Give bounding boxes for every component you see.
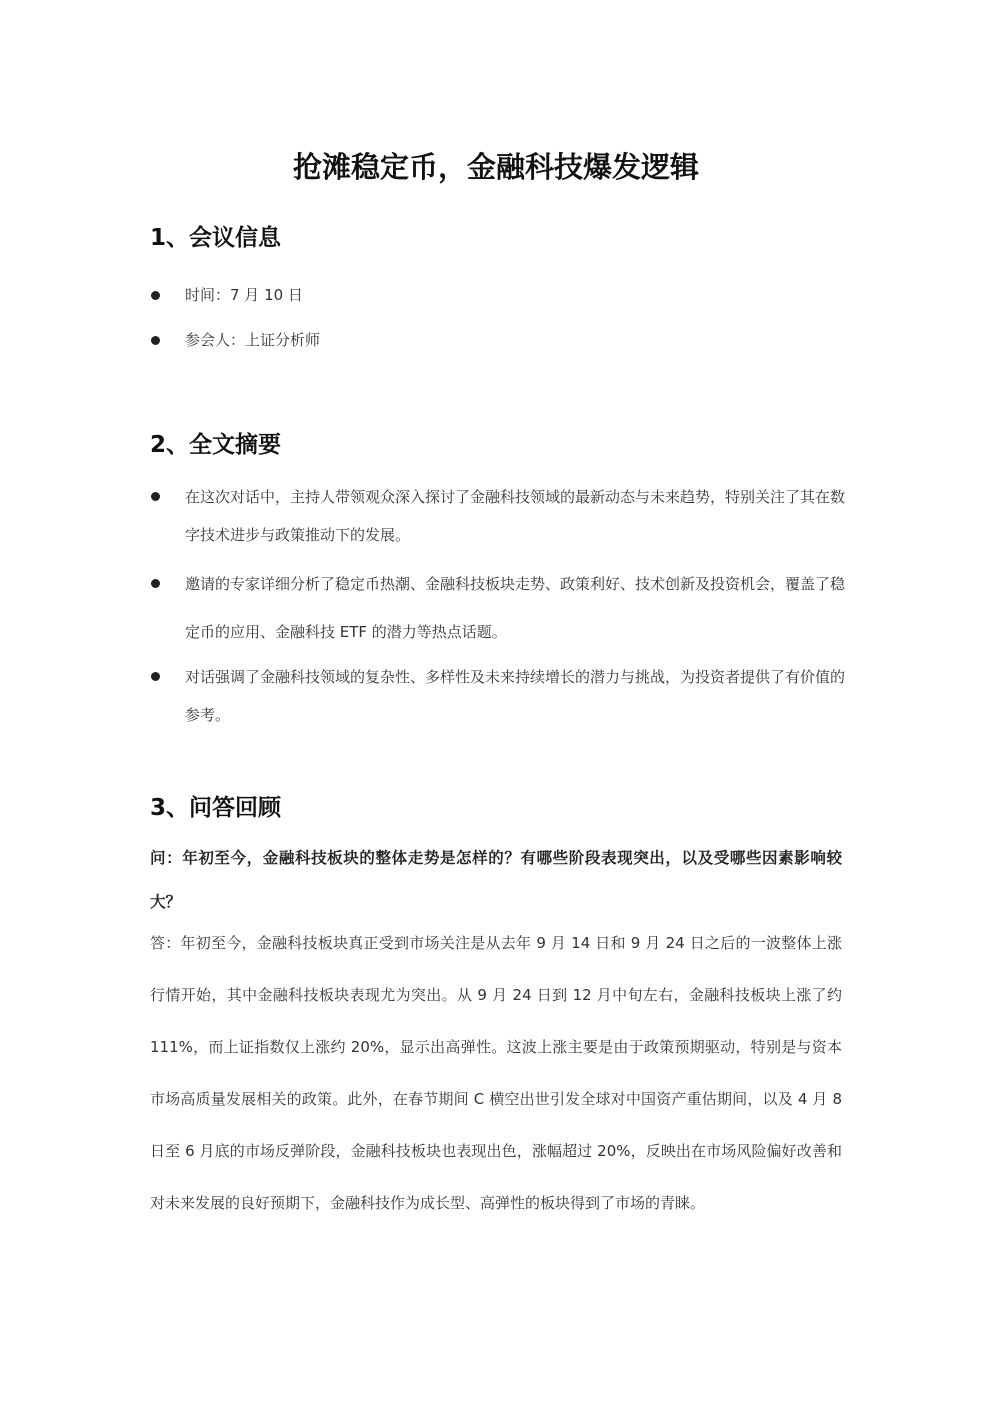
list-item <box>150 280 845 310</box>
qa-answer: 答：年初至今，金融科技板块真正受到市场关注是从去年 9 月 14 日和 9 月 24 日之后的一波整体上涨行情开始，其中金融科技板块表现尤为突出。从 9 月 24 日到 12 月中旬左右，金融科技板块上涨了约 111%，而上证指数仅上涨约 20%，显示出高弹性。这波上涨主要是由于政策预期驱动，特别是与资本市场高质量发展相关的政策。此外，在春节期间 C 横空出世引发全球对中国资产重估期间，以及 4 月 8 日至 6 月底的市场反弹阶段，金融科技板块也表现出色，涨幅超过 20%，反映出在市场风险偏好改善和对未来发展的良好预期下，金融科技作为成长型、高弹性的板块得到了市场的青睐。 <box>150 934 842 1212</box>
meeting-info-list <box>150 280 845 355</box>
section-heading-summary: 2、全文摘要 <box>150 432 282 458</box>
list-item <box>150 658 845 734</box>
bullet-icon <box>151 672 160 681</box>
summary-text: 对话强调了金融科技领域的复杂性、多样性及未来持续增长的潜力与挑战，为投资者提供了有价值的参考。 <box>185 668 846 724</box>
meeting-attendees: 参会人：上证分析师 <box>185 331 321 349</box>
bullet-icon <box>151 579 160 588</box>
meeting-time: 时间：7 月 10 日 <box>185 286 303 304</box>
section-heading-meeting-info: 1、会议信息 <box>150 225 282 251</box>
bullet-icon <box>151 336 160 345</box>
list-item <box>150 560 845 656</box>
summary-text: 在这次对话中，主持人带领观众深入探讨了金融科技领域的最新动态与未来趋势，特别关注了其在数字技术进步与政策推动下的发展。 <box>185 488 846 544</box>
bullet-icon <box>151 291 160 300</box>
list-item <box>150 325 845 355</box>
summary-text: 邀请的专家详细分析了稳定币热潮、金融科技板块走势、政策利好、技术创新及投资机会，覆盖了稳定币的应用、金融科技 ETF 的潜力等热点话题。 <box>185 575 846 641</box>
list-item <box>150 478 845 554</box>
qa-question: 问：年初至今，金融科技板块的整体走势是怎样的？有哪些阶段表现突出，以及受哪些因素影响较大？ <box>150 849 842 911</box>
bullet-icon <box>151 492 160 501</box>
summary-list <box>150 478 845 734</box>
document-title: 抢滩稳定币，金融科技爆发逻辑 <box>292 150 699 184</box>
section-heading-qa: 3、问答回顾 <box>150 795 282 821</box>
